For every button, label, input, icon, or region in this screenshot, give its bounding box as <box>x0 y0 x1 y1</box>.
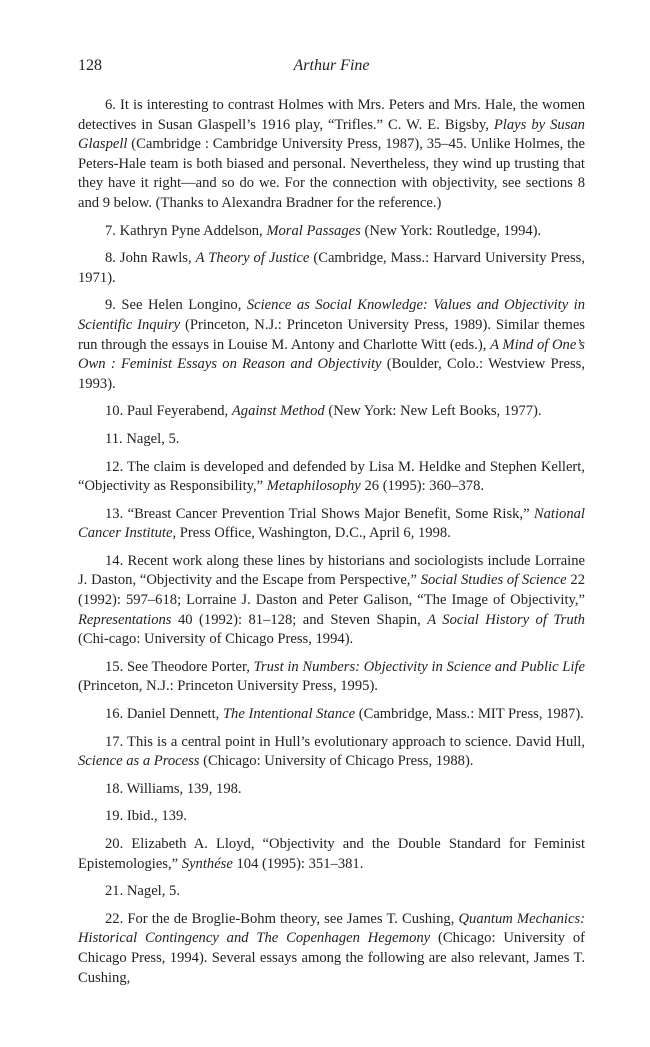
endnote <box>78 882 585 902</box>
endnote-text: , Press Office, Washington, D.C., April 6, 1998. <box>172 525 451 542</box>
endnote-text: (Chi-cago: University of Chicago Press, 1994). <box>78 631 354 648</box>
endnote-italic-title: Synthése <box>181 855 233 872</box>
endnote-italic-title: A Mind of One’s Own : Feminist Essays on Reason and Objectivity <box>78 336 585 373</box>
endnote-text: 14. Recent work along these lines by historians and sociologists include Lorraine J. Daston, “Objectivity and the Escape from Perspective,” <box>78 552 585 589</box>
endnote <box>78 96 585 214</box>
endnote <box>78 705 585 725</box>
endnotes-list <box>78 96 585 996</box>
endnote-italic-title: A Social History of Truth <box>427 611 585 628</box>
endnote-text: (Princeton, N.J.: Princeton University Press, 1989). Similar themes run through the essays in Louise M. Antony and Charlotte Witt (eds.), <box>78 316 585 353</box>
endnote-text: 22 (1992): 597–618; Lorraine J. Daston and Peter Galison, “The Image of Objectivity,” <box>78 572 585 609</box>
endnote-italic-title: The Intentional Stance <box>222 706 356 723</box>
endnote-text: (New York: Routledge, 1994). <box>360 222 542 239</box>
endnote-text: 8. John Rawls, <box>105 250 196 267</box>
endnote-italic-title: Moral Passages <box>266 222 361 239</box>
endnote-text: (Cambridge, Mass.: MIT Press, 1987). <box>355 706 584 723</box>
endnote-italic-title: National Cancer Institute <box>78 505 585 542</box>
endnote <box>78 402 585 422</box>
endnote-text: (Chicago: University of Chicago Press, 1994). Several essays among the following are also relevant, James T. Cushing, <box>78 930 585 986</box>
endnote-text: 13. “Breast Cancer Prevention Trial Shows Major Benefit, Some Risk,” <box>105 505 534 522</box>
endnote-text: (Cambridge, Mass.: Harvard University Press, 1971). <box>78 250 585 286</box>
endnote <box>78 835 585 874</box>
endnote-text: (Princeton, N.J.: Princeton University Press, 1995). <box>78 678 378 695</box>
endnote-italic-title: Representations <box>78 611 172 628</box>
page-header <box>78 57 585 81</box>
endnote <box>78 249 585 288</box>
endnote-text: 17. This is a central point in Hull’s evolutionary approach to science. David Hull, <box>105 733 585 750</box>
endnote-text: 11. Nagel, 5. <box>105 430 180 447</box>
endnote-italic-title: Metaphilosophy <box>266 478 361 495</box>
endnote-text: 15. See Theodore Porter, <box>105 658 254 675</box>
endnote <box>78 296 585 394</box>
endnote <box>78 780 585 800</box>
endnote-text: (Boulder, Colo.: Westview Press, 1993). <box>78 356 585 392</box>
endnote-italic-title: A Theory of Justice <box>195 250 310 267</box>
endnote-text: 26 (1995): 360–378. <box>360 478 485 495</box>
endnote <box>78 733 585 772</box>
endnote <box>78 222 585 242</box>
endnote <box>78 658 585 697</box>
endnote-text: (New York: New Left Books, 1977). <box>324 403 542 420</box>
endnote-text: 12. The claim is developed and defended by Lisa M. Heldke and Stephen Kellert, “Objectivity as Responsibility,” <box>78 458 585 495</box>
endnote-italic-title: Trust in Numbers: Objectivity in Science and Public Life <box>253 658 585 675</box>
endnote-italic-title: Quantum Mechanics: Historical Contingency and The Copenhagen Hegemony <box>78 910 586 947</box>
running-head: Arthur Fine <box>293 57 370 74</box>
endnote-italic-title: Against Method <box>231 403 325 420</box>
endnote-text: 16. Daniel Dennett, <box>105 706 223 723</box>
endnote <box>78 807 585 827</box>
endnote-text: 10. Paul Feyerabend, <box>105 403 232 420</box>
endnote <box>78 910 585 988</box>
endnote-text: 6. It is interesting to contrast Holmes with Mrs. Peters and Mrs. Hale, the women detectives in Susan Glaspell’s 1916 play, “Trifles.” C. W. E. Bigsby, <box>78 97 585 133</box>
endnote-italic-title: Science as a Process <box>78 753 200 770</box>
endnote-text: 21. Nagel, 5. <box>105 883 180 900</box>
endnote <box>78 458 585 497</box>
endnote-text: (Chicago: University of Chicago Press, 1988). <box>199 753 474 770</box>
endnote-italic-title: Science as Social Knowledge: Values and Objectivity in Scientific Inquiry <box>78 297 586 333</box>
endnote-italic-title: Plays by Susan Glaspell <box>78 116 585 153</box>
endnote-text: 22. For the de Broglie-Bohm theory, see James T. Cushing, <box>105 910 459 927</box>
endnote-text: 9. See Helen Longino, <box>105 297 247 314</box>
endnote-text: 7. Kathryn Pyne Addelson, <box>105 222 267 239</box>
page-number: 128 <box>78 57 102 74</box>
endnote <box>78 505 585 544</box>
endnote-italic-title: Social Studies of Science <box>420 572 567 589</box>
endnote-text: (Cambridge : Cambridge University Press, 1987), 35–45. Unlike Holmes, the Peters-Hale team is both biased and personal. Nevertheless, they wind up trusting that they have it right—and so do we. For the connection with objectivity, see sections 8 and 9 below. (Thanks to Alexandra Bradner for the reference.) <box>78 136 585 211</box>
endnote <box>78 552 585 650</box>
endnote-text: 18. Williams, 139, 198. <box>105 780 242 797</box>
endnote <box>78 430 585 450</box>
endnote-text: 19. Ibid., 139. <box>105 808 187 825</box>
endnote-text: 20. Elizabeth A. Lloyd, “Objectivity and the Double Standard for Feminist Epistemologies,” <box>78 836 585 872</box>
endnote-text: 40 (1992): 81–128; and Steven Shapin, <box>171 611 428 628</box>
endnote-text: 104 (1995): 351–381. <box>232 855 364 872</box>
